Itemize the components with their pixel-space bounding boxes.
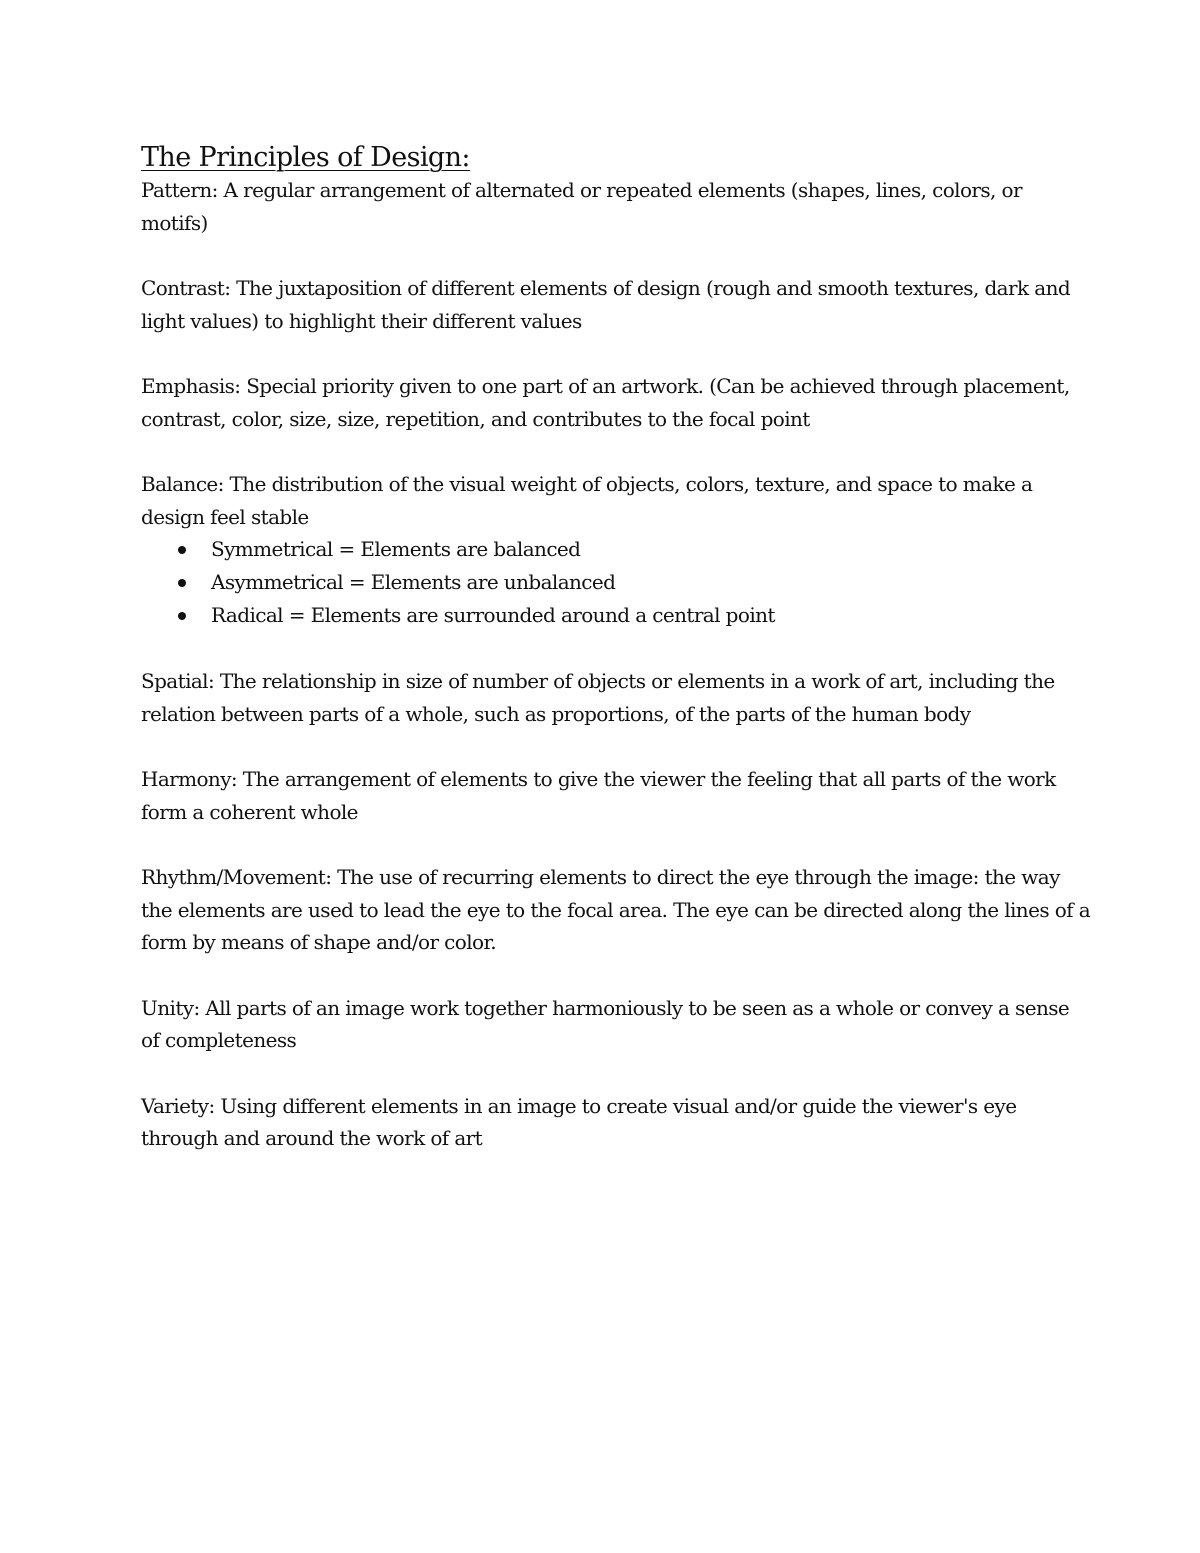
- balance-types-list: [141, 533, 1091, 632]
- rhythm-movement-definition: Rhythm/Movement: The use of recurring elements to direct the eye through the image: the way the elements are used to lead the eye to the focal area. The eye can be directed along the lines of a form by means of shape and/or color.: [141, 865, 1091, 954]
- document-title: The Principles of Design:: [141, 142, 470, 173]
- list-item-text: Radical = Elements are surrounded around a central point: [211, 603, 775, 627]
- bullet-icon: [178, 579, 186, 587]
- unity-definition: Unity: All parts of an image work together harmoniously to be seen as a whole or convey a sense of completeness: [141, 995, 1070, 1052]
- spatial-definition: Spatial: The relationship in size of number of objects or elements in a work of art, including the relation between parts of a whole, such as proportions, of the parts of the human body: [141, 669, 1055, 726]
- paragraph-spacer: [141, 632, 1091, 665]
- list-item: [141, 599, 1091, 632]
- variety-definition: Variety: Using different elements in an image to create visual and/or guide the viewer's eye through and around the work of art: [141, 1093, 1017, 1150]
- harmony-definition: Harmony: The arrangement of elements to give the viewer the feeling that all parts of the work form a coherent whole: [141, 767, 1056, 824]
- paragraph-spacer: [141, 828, 1091, 861]
- bullet-icon: [178, 612, 186, 620]
- paragraph-spacer: [141, 1057, 1091, 1090]
- paragraph-spacer: [141, 239, 1091, 272]
- paragraph-spacer: [141, 959, 1091, 992]
- list-item-text: Asymmetrical = Elements are unbalanced: [211, 570, 616, 594]
- bullet-icon: [178, 546, 186, 554]
- list-item-text: Symmetrical = Elements are balanced: [211, 537, 581, 561]
- balance-definition: Balance: The distribution of the visual weight of objects, colors, texture, and space to make a design feel stable: [141, 472, 1033, 529]
- document-page: [141, 142, 1091, 1155]
- contrast-definition: Contrast: The juxtaposition of different elements of design (rough and smooth textures, dark and light values) to highlight their different values: [141, 276, 1071, 333]
- list-item: [141, 533, 1091, 566]
- paragraph-spacer: [141, 337, 1091, 370]
- paragraph-spacer: [141, 435, 1091, 468]
- pattern-definition: Pattern: A regular arrangement of alternated or repeated elements (shapes, lines, colors, or motifs): [141, 178, 1022, 235]
- paragraph-spacer: [141, 730, 1091, 763]
- list-item: [141, 566, 1091, 599]
- emphasis-definition: Emphasis: Special priority given to one part of an artwork. (Can be achieved through placement, contrast, color, size, size, repetition, and contributes to the focal point: [141, 374, 1070, 431]
